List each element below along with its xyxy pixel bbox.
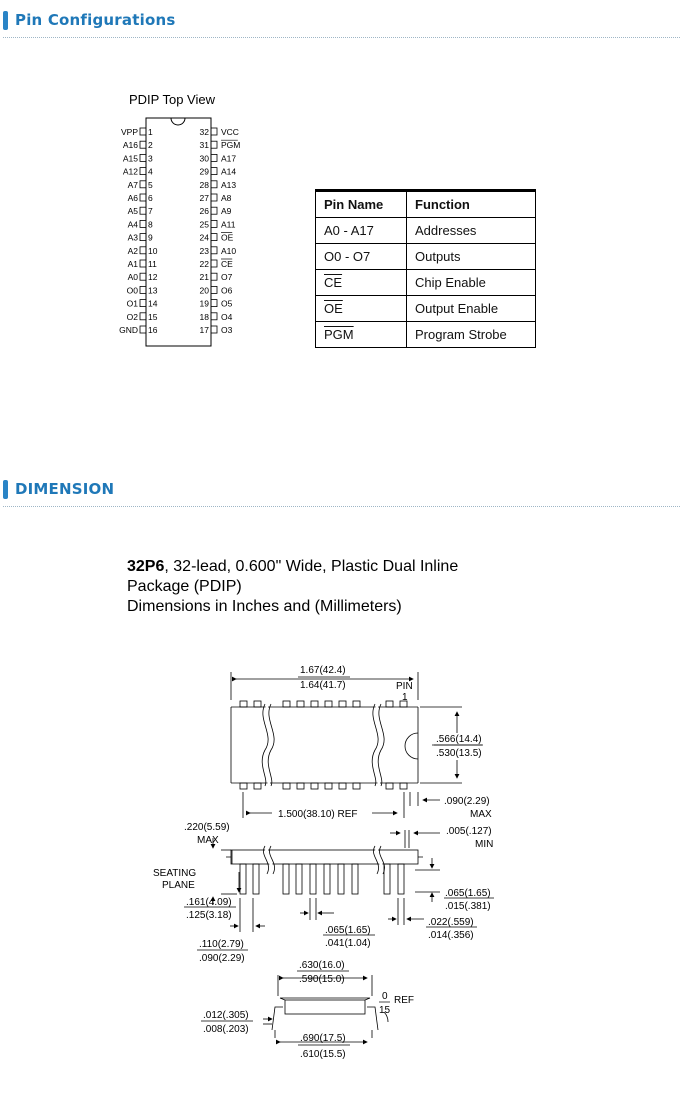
left-pin-name: A1: [127, 259, 138, 269]
dimension-labels: [153, 665, 493, 1060]
left-pin-name: A3: [127, 232, 138, 243]
right-pin-number: 20: [199, 285, 209, 296]
left-pin-number: 11: [148, 259, 157, 269]
right-pin-name: O6: [221, 285, 233, 296]
left-pin-name: A7: [127, 179, 138, 190]
plane-label: PLANE: [162, 880, 195, 891]
dim-lead-width-max: .022(.559): [428, 917, 474, 928]
left-pin-number: 1: [148, 127, 153, 137]
right-pin-name: A9: [221, 206, 232, 217]
dim-h2-min: .125(3.18): [186, 910, 232, 921]
pin1-number: 1: [402, 692, 408, 703]
right-pin-name: A8: [221, 193, 232, 203]
right-pin-name: O7: [221, 272, 233, 283]
dim-row-max: .630(16.0): [299, 960, 345, 971]
dim-angle-ref: REF: [394, 995, 414, 1006]
right-pin-number: 18: [199, 311, 209, 322]
dim-angle-top: 0: [382, 991, 388, 1002]
left-pin-name: A6: [127, 193, 138, 203]
package-line-3: Dimensions in Inches and (Millimeters): [127, 598, 402, 615]
right-pin-name: CE: [221, 259, 233, 269]
dim-width-max: .566(14.4): [436, 734, 482, 745]
left-pin-name: GND: [119, 325, 138, 335]
seating-label: SEATING: [153, 868, 197, 879]
left-pin-number: 16: [148, 325, 158, 335]
left-pin-number: 7: [148, 206, 153, 217]
right-pin-number: 22: [199, 259, 209, 269]
section-title: Pin Configurations: [15, 11, 176, 29]
dim-length-min: 1.64(41.7): [300, 680, 346, 691]
dim-lead-width2-min: .041(1.04): [325, 938, 371, 949]
left-pin-name: A5: [127, 206, 138, 217]
right-pin-number: 21: [199, 272, 209, 283]
dim-height-max: MAX: [197, 835, 219, 846]
right-pin-number: 27: [199, 193, 209, 203]
dim-pitch-max: .110(2.79): [199, 939, 244, 950]
left-pin-number: 12: [148, 272, 158, 283]
right-pin-name: A11: [221, 219, 236, 230]
left-pin-name: O2: [126, 311, 138, 322]
package-line-1-text: , 32-lead, 0.600" Wide, Plastic Dual Inline: [164, 558, 459, 575]
left-pin-name: VPP: [120, 127, 138, 137]
left-pin-name: O1: [126, 298, 138, 309]
dim-span-max: .690(17.5): [300, 1033, 346, 1044]
pin1-notch: [405, 733, 418, 759]
right-pin-name: A13: [221, 179, 237, 190]
right-pin-name: VCC: [221, 127, 239, 137]
right-pin-name: O4: [221, 311, 233, 322]
function-cell: Output Enable: [407, 296, 536, 322]
pin1-label: PIN: [396, 681, 413, 692]
dim-lead-width-min: .014(.356): [428, 930, 474, 941]
side-view-leads: [240, 864, 404, 894]
right-pin-name: O3: [221, 325, 233, 335]
left-pin-number: 8: [148, 219, 153, 230]
dim-angle-bottom: 15: [379, 1005, 391, 1016]
right-pin-number: 32: [199, 127, 209, 137]
right-pin-number: 30: [199, 153, 209, 164]
package-line-2: Package (PDIP): [127, 578, 242, 595]
left-pin-number: 9: [148, 232, 153, 243]
pin-name-overlined: $\overline{OE}$: [324, 301, 343, 316]
pin-name-overlined: $\overline{CE}$: [324, 275, 343, 290]
right-pin-number: 28: [199, 179, 209, 190]
left-pin-number: 14: [148, 298, 158, 309]
package-code: 32P6: [127, 558, 165, 575]
dim-min: .005(.127): [446, 826, 492, 837]
dim-thickness-min: .008(.203): [203, 1024, 249, 1035]
right-pin-name: OE: [221, 232, 234, 243]
dim-shoulder-min: .015(.381): [445, 901, 491, 912]
dim-width-min: .530(13.5): [436, 748, 482, 759]
dim-length-max: 1.67(42.4): [300, 665, 346, 676]
left-pin-number: 4: [148, 166, 153, 177]
right-pin-number: 31: [199, 140, 209, 151]
pin-name-cell: O0 - O7: [316, 244, 407, 270]
right-pin-name: A10: [221, 245, 237, 256]
dim-shoulder-max: .065(1.65): [445, 888, 491, 899]
right-pin-name: A17: [221, 153, 237, 164]
left-pin-number: 5: [148, 179, 153, 190]
dim-lead-end: .090(2.29): [444, 796, 490, 807]
dim-row-min: .590(15.0): [299, 974, 345, 985]
dim-span-min: .610(15.5): [300, 1049, 346, 1060]
left-pin-number: 2: [148, 140, 153, 151]
right-pin-number: 25: [199, 219, 209, 230]
left-pin-number: 10: [148, 245, 158, 256]
left-pin-name: A2: [127, 245, 138, 256]
left-pin-number: 13: [148, 285, 158, 296]
column-header: Function: [407, 191, 536, 218]
pin-name-overlined: $\overline{PGM}$: [324, 327, 354, 342]
dim-ref: 1.500(38.10) REF: [278, 809, 358, 820]
dim-thickness-max: .012(.305): [203, 1010, 249, 1021]
left-pin-name: A12: [122, 166, 138, 177]
left-pin-number: 6: [148, 193, 153, 203]
left-pin-name: A15: [122, 153, 138, 164]
dim-lead-width2-max: .065(1.65): [325, 925, 371, 936]
right-pin-name: PGM: [221, 140, 241, 151]
dim-lead-end-max: MAX: [470, 809, 492, 820]
right-pin-number: 24: [199, 232, 209, 243]
dim-height: .220(5.59): [184, 822, 230, 833]
function-cell: Chip Enable: [407, 270, 536, 296]
right-pin-number: 19: [199, 298, 209, 309]
right-pin-name: O5: [221, 298, 233, 309]
right-pin-name: A14: [221, 166, 237, 177]
left-pin-name: O0: [126, 285, 138, 296]
section-title: DIMENSION: [15, 480, 115, 498]
dim-h2-max: .161(4.09): [186, 897, 232, 908]
function-cell: Program Strobe: [407, 322, 536, 348]
function-cell: Addresses: [407, 218, 536, 244]
dim-pitch-min: .090(2.29): [199, 953, 245, 964]
right-pin-number: 17: [199, 325, 209, 335]
left-pin-number: 3: [148, 153, 153, 164]
right-pin-number: 23: [199, 245, 209, 256]
left-pin-name: A4: [127, 219, 138, 230]
column-header: Pin Name: [316, 191, 407, 218]
right-pin-number: 26: [199, 206, 209, 217]
left-pin-name: A0: [127, 272, 138, 283]
right-pin-number: 29: [199, 166, 209, 177]
left-pin-name: A16: [122, 140, 138, 151]
function-cell: Outputs: [407, 244, 536, 270]
dim-min-label: MIN: [475, 839, 494, 850]
pin-name-cell: A0 - A17: [316, 218, 407, 244]
left-pin-number: 15: [148, 311, 158, 322]
chip-view-title: PDIP Top View: [129, 92, 215, 107]
